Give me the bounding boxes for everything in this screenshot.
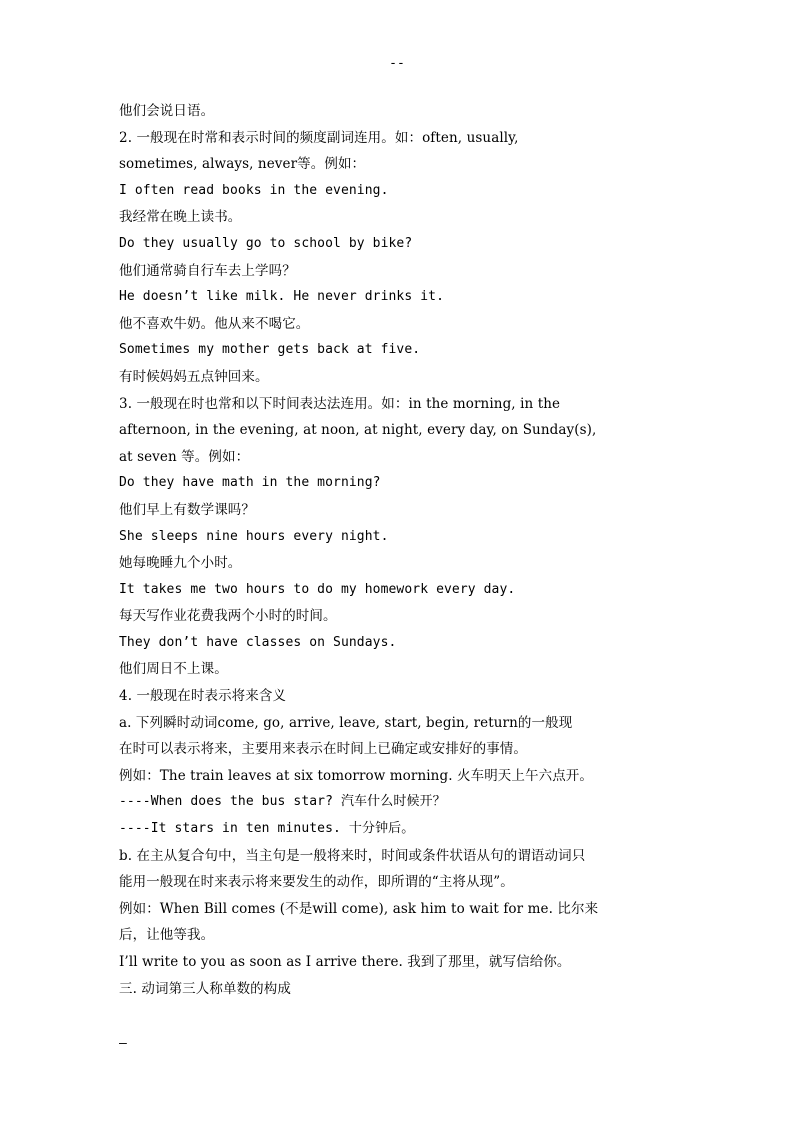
dialogue-line: ----When does the bus star? 汽车什么时候开？ [119,794,446,810]
translation-line: 我经常在晚上读书。 [119,209,242,226]
sub-point-b: b. 在主从复合句中，当主句是一般将来时，时间或条件状语从句的谓语动词只 [119,847,586,864]
example-line: 例如：When Bill comes (不是will come), ask him to wait for me. 比尔来 [119,900,599,917]
document-body [119,98,684,1002]
translation-line: 他不喜欢牛奶。他从来不喝它。 [119,315,310,332]
example-sentence: It takes me two hours to do my homework every day. [119,581,516,597]
translation-line: 每天写作业花费我两个小时的时间。 [119,608,337,625]
translation-line: 有时候妈妈五点钟回来。 [119,368,269,385]
page-header: -- [389,56,405,71]
text-line: 后，让他等我。 [119,927,215,944]
text-line: 他们会说日语。 [119,103,215,119]
numbered-point-3: 3. 一般现在时也常和以下时间表达法连用。如：in the morning, in the [119,395,561,412]
dialogue-line: ----It stars in ten minutes. 十分钟后。 [119,821,415,837]
example-sentence: They don’t have classes on Sundays. [119,634,397,650]
numbered-point-2: 2. 一般现在时常和表示时间的频度副词连用。如：often, usually, [119,129,519,146]
translation-line: 他们早上有数学课吗？ [119,501,255,518]
translation-line: 他们通常骑自行车去上学吗？ [119,262,296,279]
translation-line: 她每晚睡九个小时。 [119,555,242,572]
text-line: afternoon, in the evening, at noon, at night, every day, on Sunday(s), [119,422,597,439]
translation-line: 他们周日不上课。 [119,661,228,678]
example-sentence: She sleeps nine hours every night. [119,528,389,544]
text-line: at seven 等。例如： [119,448,250,465]
example-sentence: He doesn’t like milk. He never drinks it. [119,289,444,305]
example-line: 例如：The train leaves at six tomorrow morning. 火车明天上午六点开。 [119,767,593,784]
sub-point-a: a. 下列瞬时动词come, go, arrive, leave, start, begin, return的一般现 [119,714,573,731]
example-sentence: Do they have math in the morning? [119,475,381,491]
section-heading: 三. 动词第三人称单数的构成 [119,980,291,997]
example-sentence: Sometimes my mother gets back at five. [119,342,421,358]
page-footer: — [119,1036,127,1051]
text-line: sometimes, always, never等。例如： [119,156,366,173]
numbered-point-4: 4. 一般现在时表示将来含义 [119,688,287,705]
example-sentence: Do they usually go to school by bike? [119,235,413,251]
example-sentence: I often read books in the evening. [119,182,389,198]
example-line: I’ll write to you as soon as I arrive there. 我到了那里，就写信给你。 [119,954,571,970]
text-line: 在时可以表示将来，主要用来表示在时间上已确定或安排好的事情。 [119,741,527,758]
text-line: 能用一般现在时来表示将来要发生的动作，即所谓的“主将从现”。 [119,874,514,891]
